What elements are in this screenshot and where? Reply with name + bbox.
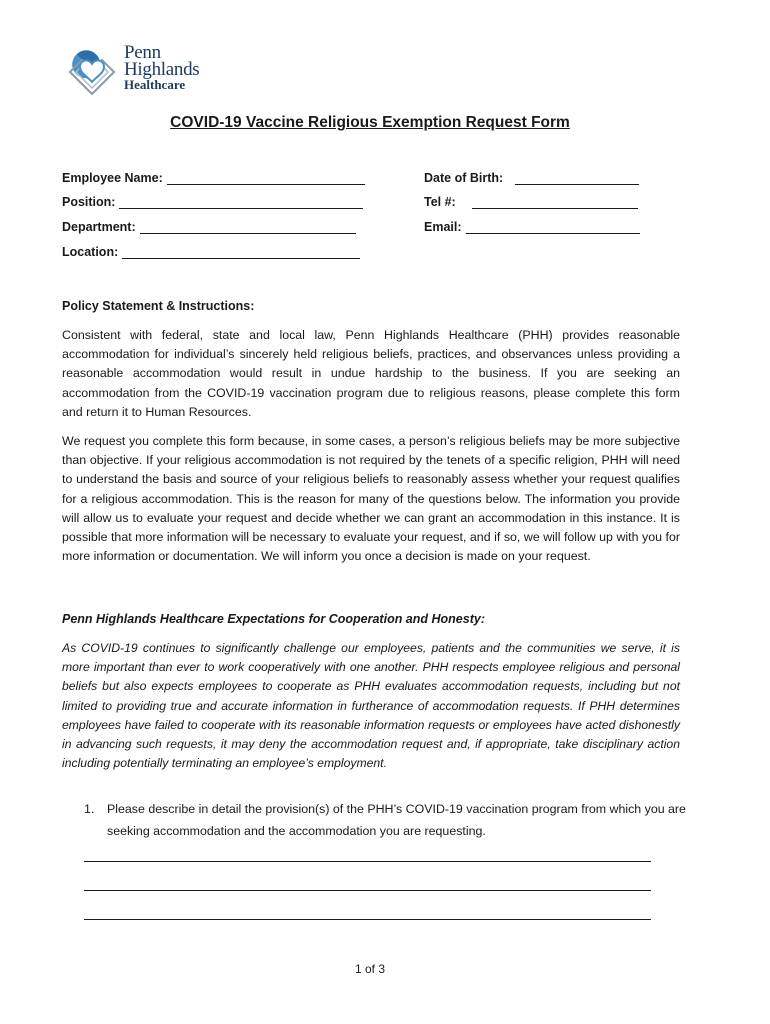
tel-field[interactable] [424,195,638,209]
email-blank[interactable] [466,221,640,234]
location-field[interactable] [62,245,360,259]
penn-highlands-logo [62,42,202,100]
date-of-birth-field[interactable] [424,171,639,185]
question-1-number: 1. [84,802,95,816]
position-blank[interactable] [119,196,363,209]
department-field[interactable] [62,220,356,234]
employee-name-blank[interactable] [167,172,365,185]
expectations-heading: Penn Highlands Healthcare Expectations for Cooperation and Honesty: [62,612,485,626]
date-of-birth-label: Date of Birth: [424,171,504,185]
policy-paragraph-1: Consistent with federal, state and local law, Penn Highlands Healthcare (PHH) provides reasonable accommodation for individual’s sincerely held religious beliefs, practices, and observances unless providing a reasonable accommodation would result in undue hardship to the business. If you are seeking an accommodation from the COVID-19 vaccination program due to religious reasons, please complete this form and return it to Human Resources. [62,328,680,419]
position-label: Position: [62,195,116,209]
expectations-paragraph: As COVID-19 continues to significantly challenge our employees, patients and the communities we serve, it is more important than ever to work cooperatively with one another. PHH respects employee religious and personal beliefs but also expects employees to cooperate as PHH evaluates accommodation requests, including but not limited to providing true and accurate information in furtherance of accommodation requests. If PHH determines employees have failed to cooperate with its reasonable information requests or employees have acted dishonestly in advancing such requests, it may deny the accommodation request and, if appropriate, take disciplinary action including potentially terminating an employee’s employment. [62,641,680,771]
location-blank[interactable] [122,246,360,259]
tel-label: Tel #: [424,195,456,209]
form-title: COVID-19 Vaccine Religious Exemption Request Form [170,114,570,131]
department-label: Department: [62,220,136,234]
logo-line-1: Penn [124,42,161,63]
heart-logo-icon [62,42,122,98]
policy-paragraph-2: We request you complete this form because, in some cases, a person’s religious beliefs may be more subjective than objective. If your religious accommodation is not required by the tenets of a specific religion, PHH will need to understand the basis and source of your religious beliefs to reasonably assess whether your request qualifies for a religious accommodation. This is the reason for many of the questions below. The information you provide will allow us to evaluate your request and decide whether we can grant an accommodation in this instance. It is possible that more information will be necessary to evaluate your request, and if so, we will follow up with you for more information or documentation. We will inform you once a decision is made on your request. [62,434,680,564]
answer-line-1[interactable] [84,861,651,862]
location-label: Location: [62,245,119,259]
page-number: 1 of 3 [354,962,386,976]
logo-line-2: Highlands [124,59,200,80]
email-label: Email: [424,220,462,234]
employee-name-field[interactable] [62,171,365,185]
logo-text [124,44,199,92]
email-field[interactable] [424,220,640,234]
tel-blank[interactable] [472,196,638,209]
question-1-text: Please describe in detail the provision(s) of the PHH’s COVID-19 vaccination program from which you are seeking accommodation and the accommodation you are requesting. [107,802,686,838]
department-blank[interactable] [140,221,356,234]
policy-heading: Policy Statement & Instructions: [62,299,255,313]
answer-line-3[interactable] [84,919,651,920]
employee-name-label: Employee Name: [62,171,163,185]
date-of-birth-blank[interactable] [515,172,639,185]
answer-line-2[interactable] [84,890,651,891]
logo-line-3: Healthcare [124,77,186,92]
position-field[interactable] [62,195,363,209]
